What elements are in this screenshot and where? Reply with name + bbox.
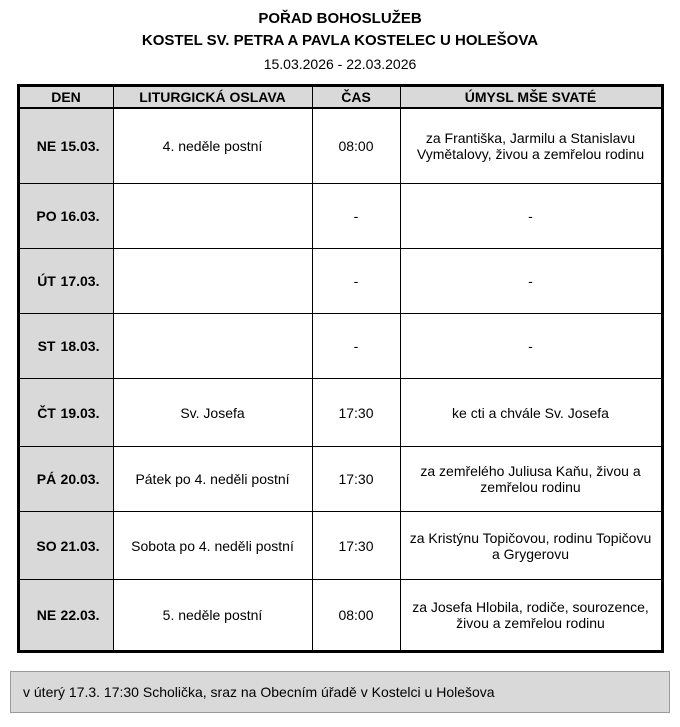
day-abbr: NE xyxy=(36,607,57,624)
celebration-cell xyxy=(113,314,312,379)
intention-cell: - xyxy=(400,314,662,379)
time-cell: 08:00 xyxy=(312,580,400,652)
intention-cell: za Kristýnu Topičovou, rodinu Topičovu a Grygerovu xyxy=(400,512,662,580)
day-date: 17.03. xyxy=(60,273,100,290)
col-header-intention: ÚMYSL MŠE SVATÉ xyxy=(400,85,662,108)
table-row xyxy=(18,184,662,249)
table-row xyxy=(18,379,662,447)
table-row xyxy=(18,580,662,652)
document-header xyxy=(0,8,680,74)
day-date: 16.03. xyxy=(60,208,100,225)
time-cell: 17:30 xyxy=(312,512,400,580)
day-cell xyxy=(18,184,113,249)
footer-note-text: v úterý 17.3. 17:30 Scholička, sraz na Obecním úřadě v Kostelci u Holešova xyxy=(23,684,495,701)
celebration-cell: 4. neděle postní xyxy=(113,108,312,184)
intention-cell: za Františka, Jarmilu a Stanislavu Vymětalovy, živou a zemřelou rodinu xyxy=(400,108,662,184)
time-cell: - xyxy=(312,314,400,379)
col-header-time: ČAS xyxy=(312,85,400,108)
table-row xyxy=(18,447,662,512)
intention-cell: za Josefa Hlobila, rodiče, sourozence, živou a zemřelou rodinu xyxy=(400,580,662,652)
day-abbr: SO xyxy=(36,537,57,554)
day-cell xyxy=(18,447,113,512)
time-cell: 17:30 xyxy=(312,447,400,512)
table-row xyxy=(18,314,662,379)
day-abbr: PO xyxy=(36,208,57,225)
footer-note xyxy=(10,671,670,713)
table-row xyxy=(18,108,662,184)
celebration-cell xyxy=(113,249,312,314)
col-header-den: DEN xyxy=(18,85,113,108)
celebration-cell: Sobota po 4. neděli postní xyxy=(113,512,312,580)
schedule-table xyxy=(17,84,664,654)
day-date: 21.03. xyxy=(60,537,100,554)
day-abbr: ÚT xyxy=(37,273,56,290)
day-abbr: NE xyxy=(36,138,57,155)
celebration-cell: Pátek po 4. neděli postní xyxy=(113,447,312,512)
time-cell: 08:00 xyxy=(312,108,400,184)
intention-cell: - xyxy=(400,249,662,314)
intention-cell: za zemřelého Juliusa Kaňu, živou a zemřelou rodinu xyxy=(400,447,662,512)
intention-cell: - xyxy=(400,184,662,249)
time-cell: - xyxy=(312,249,400,314)
day-date: 19.03. xyxy=(60,404,100,421)
day-abbr: PÁ xyxy=(36,471,57,488)
intention-cell: ke cti a chvále Sv. Josefa xyxy=(400,379,662,447)
day-cell xyxy=(18,314,113,379)
table-header-row xyxy=(18,85,662,108)
celebration-cell xyxy=(113,184,312,249)
day-date: 18.03. xyxy=(60,338,100,355)
table-row xyxy=(18,249,662,314)
day-abbr: ST xyxy=(37,338,56,355)
day-date: 15.03. xyxy=(60,138,100,155)
day-cell xyxy=(18,249,113,314)
day-cell xyxy=(18,512,113,580)
day-abbr: ČT xyxy=(37,404,56,421)
day-date: 22.03. xyxy=(60,607,100,624)
day-cell xyxy=(18,379,113,447)
day-date: 20.03. xyxy=(60,471,100,488)
page-subtitle: KOSTEL SV. PETRA A PAVLA KOSTELEC U HOLEŠOVA xyxy=(141,31,539,49)
table-row xyxy=(18,512,662,580)
page-title: POŘAD BOHOSLUŽEB xyxy=(258,10,422,27)
day-cell xyxy=(18,580,113,652)
day-cell xyxy=(18,108,113,184)
time-cell: - xyxy=(312,184,400,249)
celebration-cell: 5. neděle postní xyxy=(113,580,312,652)
celebration-cell: Sv. Josefa xyxy=(113,379,312,447)
time-cell: 17:30 xyxy=(312,379,400,447)
date-range: 15.03.2026 - 22.03.2026 xyxy=(263,55,417,72)
col-header-liturgical: LITURGICKÁ OSLAVA xyxy=(113,85,312,108)
